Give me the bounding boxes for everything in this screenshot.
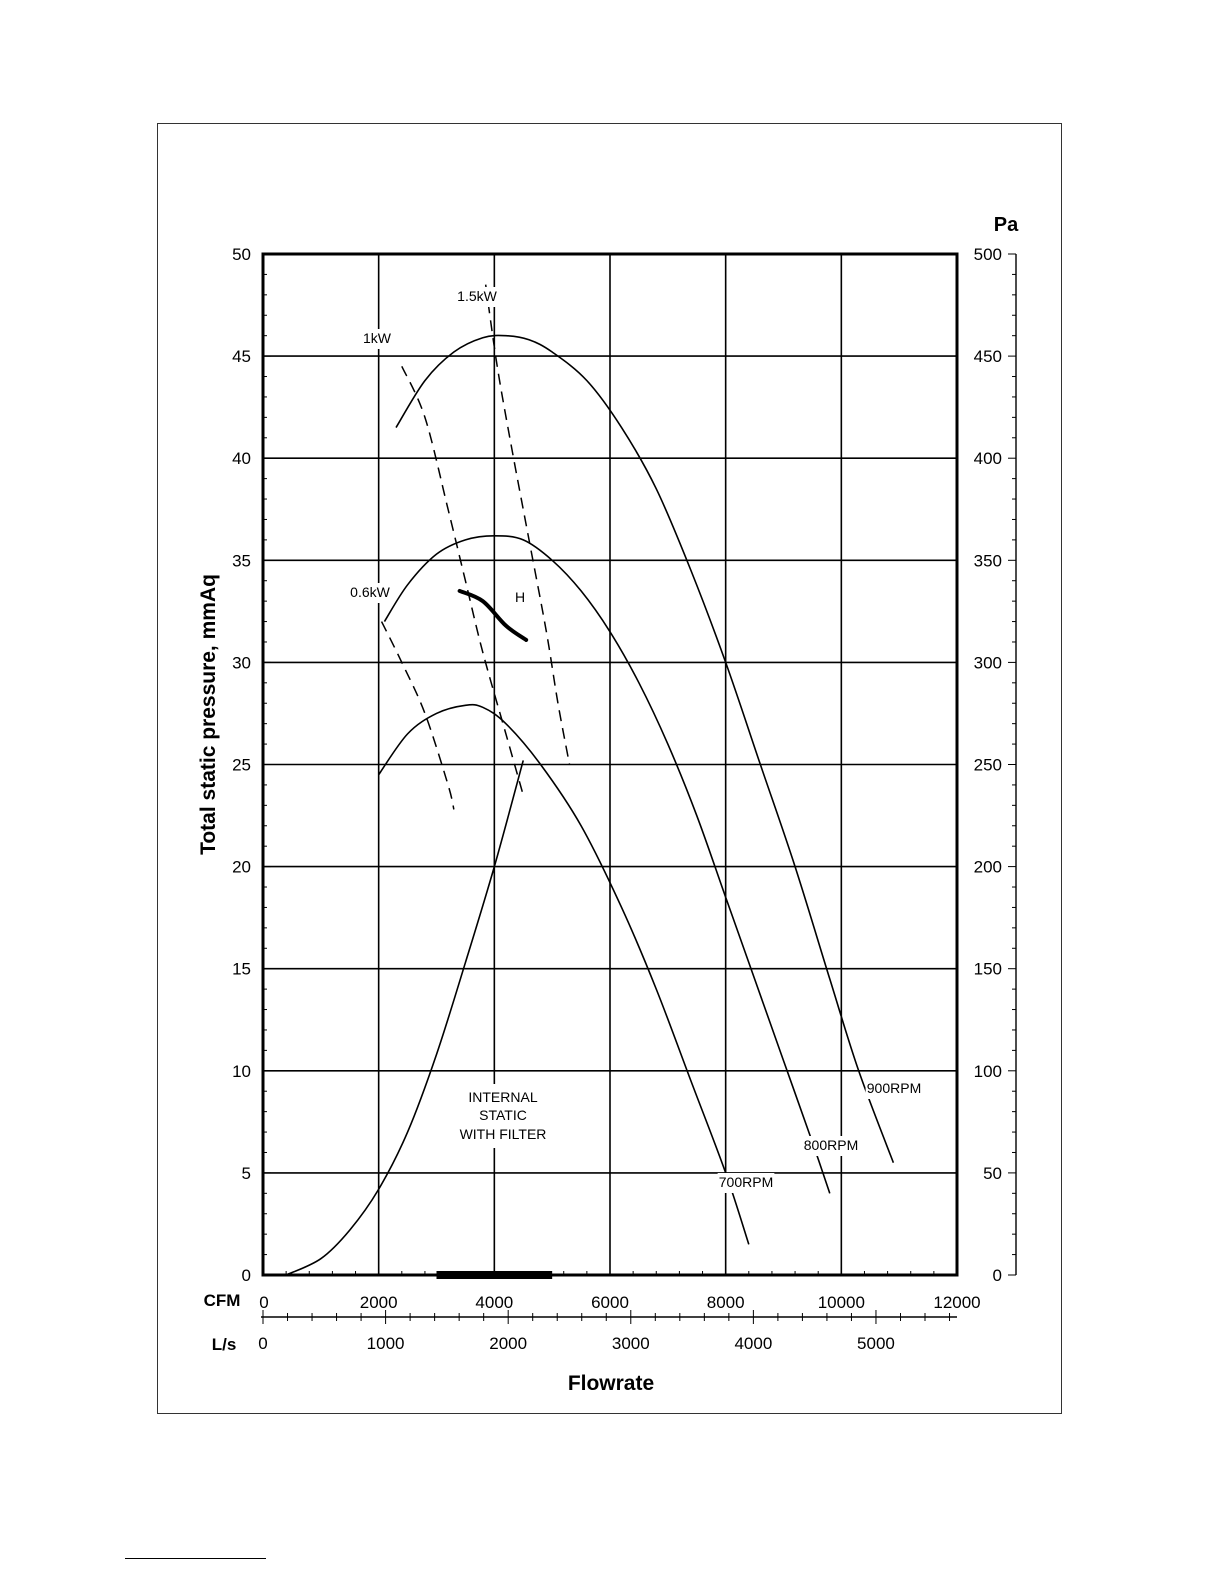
pa-tick-label: 200 xyxy=(973,857,1002,877)
ls-tick-label: 1000 xyxy=(366,1334,405,1353)
pa-tick-label: 100 xyxy=(973,1061,1002,1081)
pa-tick-label: 450 xyxy=(973,347,1002,367)
label-layer xyxy=(197,214,1019,1395)
cfm-tick-label: 4000 xyxy=(475,1293,514,1312)
y-tick-label: 45 xyxy=(232,347,251,367)
series-700rpm-curve xyxy=(379,705,749,1245)
annotation-internal: INTERNAL xyxy=(468,1089,538,1105)
series-label-700rpm: 700RPM xyxy=(718,1174,774,1190)
cfm-tick-label: 2000 xyxy=(359,1293,398,1312)
pa-tick-label: 400 xyxy=(973,449,1002,469)
cfm-tick-label: 6000 xyxy=(591,1293,629,1312)
ls-tick-label: 4000 xyxy=(734,1334,773,1353)
axis-layer xyxy=(261,254,1016,1324)
ls-tick-label: 2000 xyxy=(489,1334,528,1353)
series-0-6kw-curve xyxy=(382,622,454,810)
series-900rpm-curve xyxy=(396,335,893,1162)
series-label-1-5kw: 1.5kW xyxy=(457,288,497,304)
series-label-0-6kw: 0.6kW xyxy=(350,584,390,600)
annotation-static: STATIC xyxy=(479,1107,527,1123)
ls-tick-label: 0 xyxy=(258,1334,268,1353)
cfm-tick-label: 10000 xyxy=(817,1293,865,1312)
y-tick-label: 50 xyxy=(232,245,251,264)
y-tick-label: 20 xyxy=(232,857,251,877)
cfm-tick-label: 8000 xyxy=(706,1293,745,1312)
pa-tick-label: 300 xyxy=(973,653,1002,673)
y-tick-label: 15 xyxy=(232,959,251,979)
pa-tick-label: 0 xyxy=(992,1266,1002,1285)
ls-tick-label: 5000 xyxy=(857,1334,895,1353)
ls-tick-label: 3000 xyxy=(611,1334,650,1353)
x-axis-title: Flowrate xyxy=(567,1372,655,1395)
curve-layer xyxy=(286,285,893,1275)
pa-tick-label: 350 xyxy=(973,551,1002,571)
y-tick-label: 35 xyxy=(232,551,251,571)
grid-layer xyxy=(263,254,957,1275)
operating-range-bar xyxy=(437,1271,553,1279)
annotation-with-filter: WITH FILTER xyxy=(459,1126,547,1142)
pa-tick-label: 50 xyxy=(983,1163,1002,1183)
y-tick-label: 40 xyxy=(232,449,251,469)
annotation-h: H xyxy=(514,589,526,605)
pa-axis-title: Pa xyxy=(993,214,1019,236)
y-tick-label: 5 xyxy=(241,1163,251,1183)
pa-tick-label: 250 xyxy=(973,755,1002,775)
footnote-rule xyxy=(125,1558,266,1559)
y-tick-label: 30 xyxy=(232,653,251,673)
pa-tick-label: 150 xyxy=(973,959,1002,979)
cfm-tick-label: 12000 xyxy=(933,1293,981,1312)
y-tick-label: 10 xyxy=(232,1061,251,1081)
cfm-tick-label: 0 xyxy=(259,1293,269,1312)
series-label-1kw: 1kW xyxy=(363,330,391,346)
series-label-900rpm: 900RPM xyxy=(866,1080,922,1096)
y-tick-label: 25 xyxy=(232,755,251,775)
pa-tick-label: 500 xyxy=(973,245,1002,264)
fan-performance-chart xyxy=(158,124,1063,1415)
series-label-800rpm: 800RPM xyxy=(803,1137,859,1153)
y-axis-title: Total static pressure, mmAq xyxy=(197,574,220,855)
series-internal-static-with-filter-curve xyxy=(286,760,523,1275)
ls-axis-label: L/s xyxy=(211,1335,237,1354)
chart-frame xyxy=(157,123,1062,1414)
y-tick-label: 0 xyxy=(241,1266,251,1285)
cfm-axis-label: CFM xyxy=(203,1291,241,1310)
series-1kw-curve xyxy=(402,366,526,795)
